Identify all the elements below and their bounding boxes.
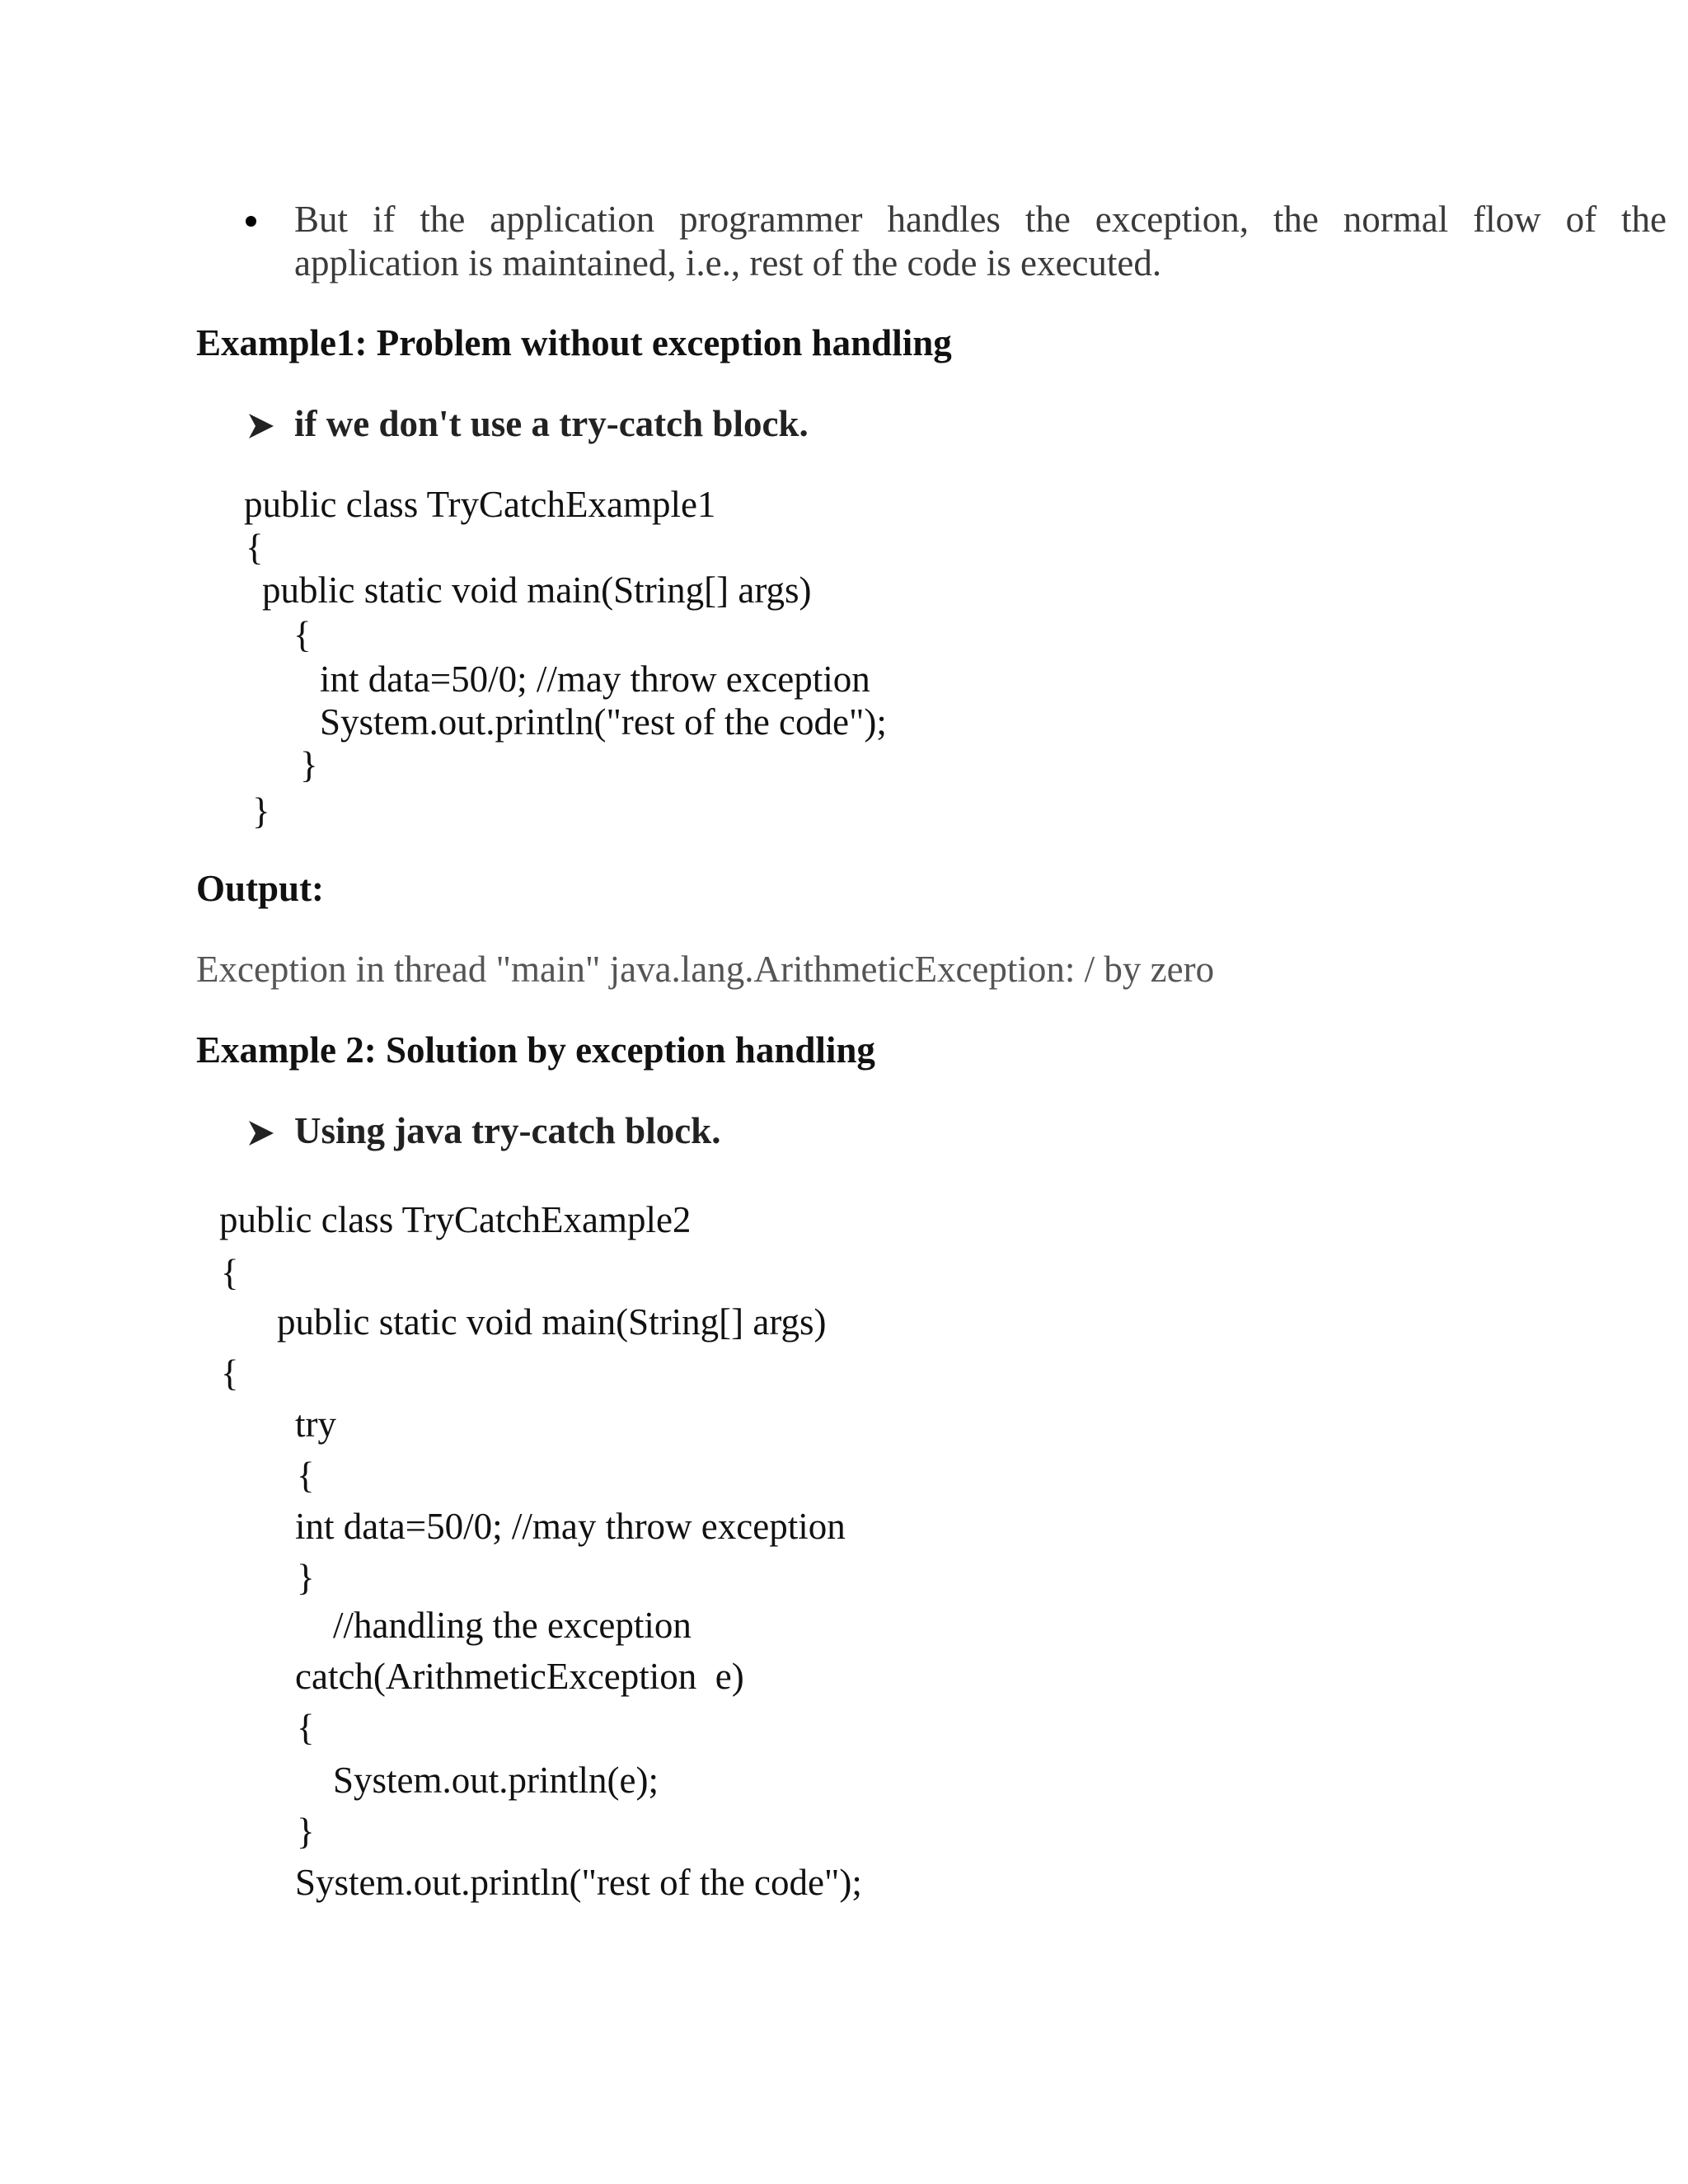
- code-line: try: [295, 1404, 336, 1445]
- intro-line-1: But if the application programmer handles the exception, the normal flow of the: [294, 199, 1667, 240]
- code-line: }: [297, 1811, 315, 1852]
- code-line: System.out.println(e);: [333, 1760, 659, 1801]
- code-line: catch(ArithmeticException e): [295, 1656, 744, 1697]
- code-line: {: [297, 1707, 315, 1748]
- code-line: int data=50/0; //may throw exception: [320, 658, 870, 700]
- example2-heading: Example 2: Solution by exception handling: [196, 1029, 875, 1071]
- code-line: int data=50/0; //may throw exception: [295, 1506, 846, 1547]
- code-line: {: [293, 614, 312, 655]
- code-line: {: [297, 1455, 315, 1496]
- output-text: Exception in thread "main" java.lang.ArithmeticException: / by zero: [196, 949, 1215, 990]
- code-line: {: [221, 1352, 239, 1394]
- code-line: {: [246, 527, 264, 568]
- example2-subpoint: Using java try-catch block.: [294, 1110, 721, 1151]
- code-line: }: [252, 790, 270, 832]
- code-line: }: [300, 744, 318, 785]
- arrow-bullet-icon: [247, 1119, 275, 1147]
- example1-subpoint: if we don't use a try-catch block.: [294, 403, 809, 444]
- output-heading: Output:: [196, 868, 325, 909]
- code-line: public class TryCatchExample2: [219, 1199, 692, 1240]
- code-line: public static void main(String[] args): [277, 1301, 827, 1343]
- code-line: public class TryCatchExample1: [244, 484, 716, 525]
- arrow-bullet-icon: [247, 412, 275, 440]
- code-line: {: [221, 1252, 239, 1293]
- intro-line-2: application is maintained, i.e., rest of the code is executed.: [294, 242, 1162, 284]
- code-line: }: [297, 1557, 315, 1598]
- code-line: System.out.println("rest of the code");: [295, 1862, 862, 1903]
- code-line: public static void main(String[] args): [262, 569, 812, 611]
- code-line: System.out.println("rest of the code");: [320, 701, 887, 743]
- example1-heading: Example1: Problem without exception handling: [196, 322, 952, 363]
- bullet-dot-icon: [246, 216, 256, 227]
- code-line: //handling the exception: [333, 1605, 692, 1646]
